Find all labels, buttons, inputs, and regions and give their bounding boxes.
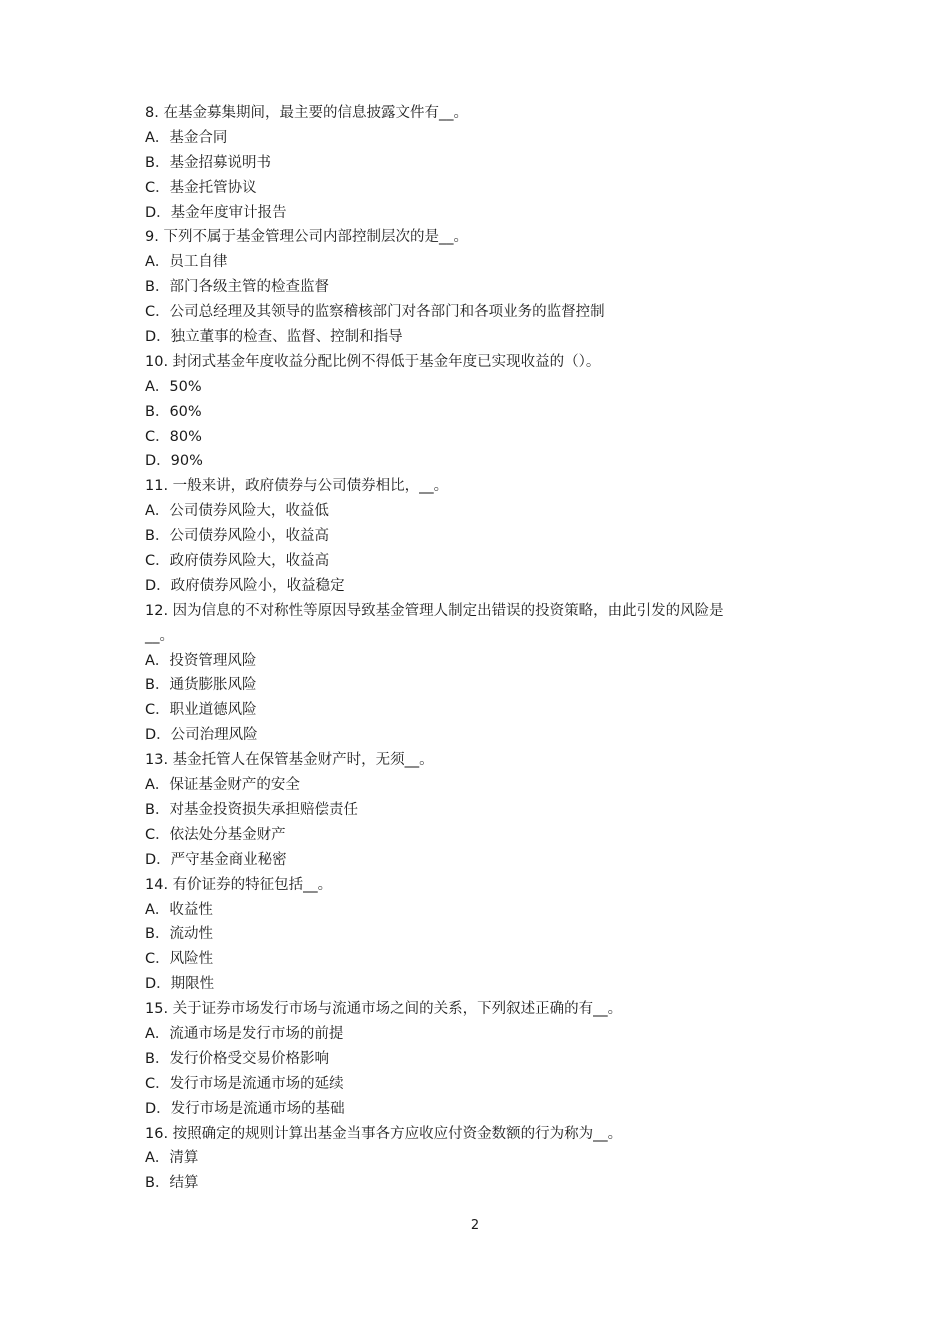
option-line: B．结算 — [145, 1175, 199, 1192]
option-line: C．依法处分基金财产 — [145, 826, 286, 843]
option-line: B．发行价格受交易价格影响 — [145, 1050, 329, 1067]
question-line: __。 — [145, 627, 174, 644]
question-line: 13. 基金托管人在保管基金财产时，无须__。 — [145, 752, 434, 769]
option-line: C．公司总经理及其领导的监察稽核部门对各部门和各项业务的监督控制 — [145, 304, 605, 321]
option-line: B．部门各级主管的检查监督 — [145, 279, 329, 296]
option-line: A．50% — [145, 378, 202, 395]
option-line: A．员工自律 — [145, 254, 228, 271]
option-line: C．风险性 — [145, 951, 214, 968]
option-line: B．60% — [145, 403, 202, 420]
question-line: 16. 按照确定的规则计算出基金当事各方应收应付资金数额的行为称为__。 — [145, 1125, 623, 1142]
option-line: C．80% — [145, 428, 202, 445]
option-line: C．发行市场是流通市场的延续 — [145, 1075, 344, 1092]
option-line: D．发行市场是流通市场的基础 — [145, 1100, 345, 1117]
option-line: A．流通市场是发行市场的前提 — [145, 1025, 344, 1042]
option-line: A．清算 — [145, 1150, 199, 1167]
question-line: 11. 一般来讲，政府债券与公司债券相比，__。 — [145, 478, 449, 495]
option-line: D．期限性 — [145, 976, 215, 993]
option-line: A．投资管理风险 — [145, 652, 257, 669]
question-line: 14. 有价证券的特征包括__。 — [145, 876, 333, 893]
option-line: A．保证基金财产的安全 — [145, 777, 300, 794]
option-line: B．对基金投资损失承担赔偿责任 — [145, 801, 358, 818]
page-number: 2 — [470, 1218, 480, 1233]
option-line: A．基金合同 — [145, 129, 228, 146]
option-line: A．收益性 — [145, 901, 213, 918]
option-line: A．公司债券风险大，收益低 — [145, 503, 329, 520]
question-text-block — [145, 101, 815, 1196]
option-line: B．流动性 — [145, 926, 213, 943]
option-line: C．政府债券风险大，收益高 — [145, 553, 330, 570]
option-line: B．基金招募说明书 — [145, 154, 271, 171]
option-line: B．公司债券风险小，收益高 — [145, 528, 329, 545]
question-line: 9. 下列不属于基金管理公司内部控制层次的是__。 — [145, 229, 468, 246]
question-line: 12. 因为信息的不对称性等原因导致基金管理人制定出错误的投资策略，由此引发的风险是 — [145, 602, 724, 619]
option-line: D．基金年度审计报告 — [145, 204, 287, 221]
option-line: D．90% — [145, 453, 203, 470]
option-line: D．严守基金商业秘密 — [145, 851, 287, 868]
option-line: C．职业道德风险 — [145, 702, 257, 719]
question-line: 15. 关于证券市场发行市场与流通市场之间的关系，下列叙述正确的有__。 — [145, 1001, 623, 1018]
question-line: 8. 在基金募集期间，最主要的信息披露文件有__。 — [145, 105, 468, 121]
option-line: D．公司治理风险 — [145, 727, 258, 744]
question-line: 10. 封闭式基金年度收益分配比例不得低于基金年度已实现收益的（）。 — [145, 353, 601, 370]
option-line: B．通货膨胀风险 — [145, 677, 257, 694]
option-line: D．政府债券风险小，收益稳定 — [145, 577, 345, 594]
option-line: D．独立董事的检查、监督、控制和指导 — [145, 329, 403, 346]
option-line: C．基金托管协议 — [145, 179, 257, 196]
